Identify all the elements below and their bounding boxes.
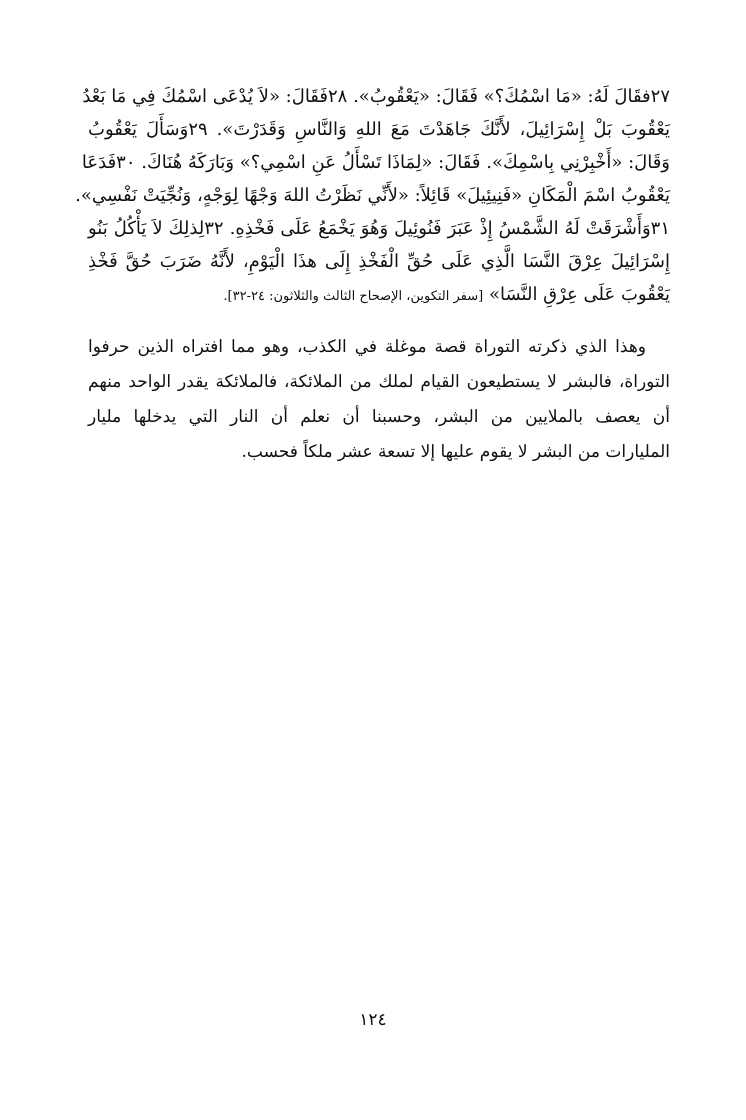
quote-line-7 bbox=[88, 278, 670, 311]
quote-line-5: ٣١وَأَشْرَقَتْ لَهُ الشَّمْسُ إِذْ عَبَرَ فَنُوئِيلَ وَهُوَ يَخْمَعُ عَلَى فَخْذِهِ. ٣٢لِذلِكَ لاَ يَأْكُلُ بَنُو bbox=[88, 218, 671, 239]
quote-line-2: يَعْقُوبَ بَلْ إِسْرَائِيلَ، لأَنَّكَ جَاهَدْتَ مَعَ اللهِ وَالنَّاسِ وَقَدَرْتَ». ٢٩وَسَأَلَ يَعْقُوبُ bbox=[88, 119, 670, 140]
quote-line-1: ٢٧فقَالَ لَهُ: «مَا اسْمُكَ؟» فَقَالَ: «يَعْقُوبُ». ٢٨فَقَالَ: «لاَ يُدْعَى اسْمُكَ فِي مَا بَعْدُ bbox=[82, 86, 670, 107]
page-number: ١٢٤ bbox=[359, 1010, 387, 1030]
quote-line-3: وَقَالَ: «أَخْبِرْنِي بِاسْمِكَ». فَقَالَ: «لِمَاذَا تَسْأَلُ عَنِ اسْمِي؟» وَبَارَكَهُ هُنَاكَ. ٣٠فَدَعَا bbox=[81, 152, 670, 173]
paragraph-line-3: أن يعصف بالملايين من البشر، وحسبنا أن نعلم أن النار التي يدخلها مليار bbox=[88, 407, 670, 427]
paragraph-line-2: التوراة، فالبشر لا يستطيعون القيام لملك من الملائكة، فالملائكة يقدر الواحد منهم bbox=[88, 372, 670, 392]
commentary-paragraph bbox=[88, 330, 670, 470]
paragraph-line-4: المليارات من البشر لا يقوم عليها إلا تسعة عشر ملكاً فحسب. bbox=[241, 442, 670, 462]
quote-line-6: إِسْرَائِيلَ عِرْقَ النَّسَا الَّذِي عَلَى حُقِّ الْفَخْذِ إِلَى هذَا الْيَوْمِ، لأَنَّهُ ضَرَبَ حُقَّ فَخْذِ bbox=[88, 251, 670, 272]
quote-citation: [سفر التكوين، الإصحاح الثالث والثلاثون: ٢٤-٣٢]. bbox=[223, 289, 484, 304]
scripture-quote bbox=[75, 80, 671, 311]
quote-line-7-text: يَعْقُوبَ عَلَى عِرْقِ النَّسَا» bbox=[488, 284, 670, 305]
quote-line-4: يَعْقُوبُ اسْمَ الْمَكَانِ «فَنِيئِيلَ» قَائِلاً: «لأَنِّي نَظَرْتُ اللهَ وَجْهًا لِوَجْهٍ، وَنُجِّيَتْ نَفْسِي». bbox=[75, 185, 670, 206]
paragraph-line-1: وهذا الذي ذكرته التوراة قصة موغلة في الكذب، وهو مما افتراه الذين حرفوا bbox=[88, 337, 646, 357]
